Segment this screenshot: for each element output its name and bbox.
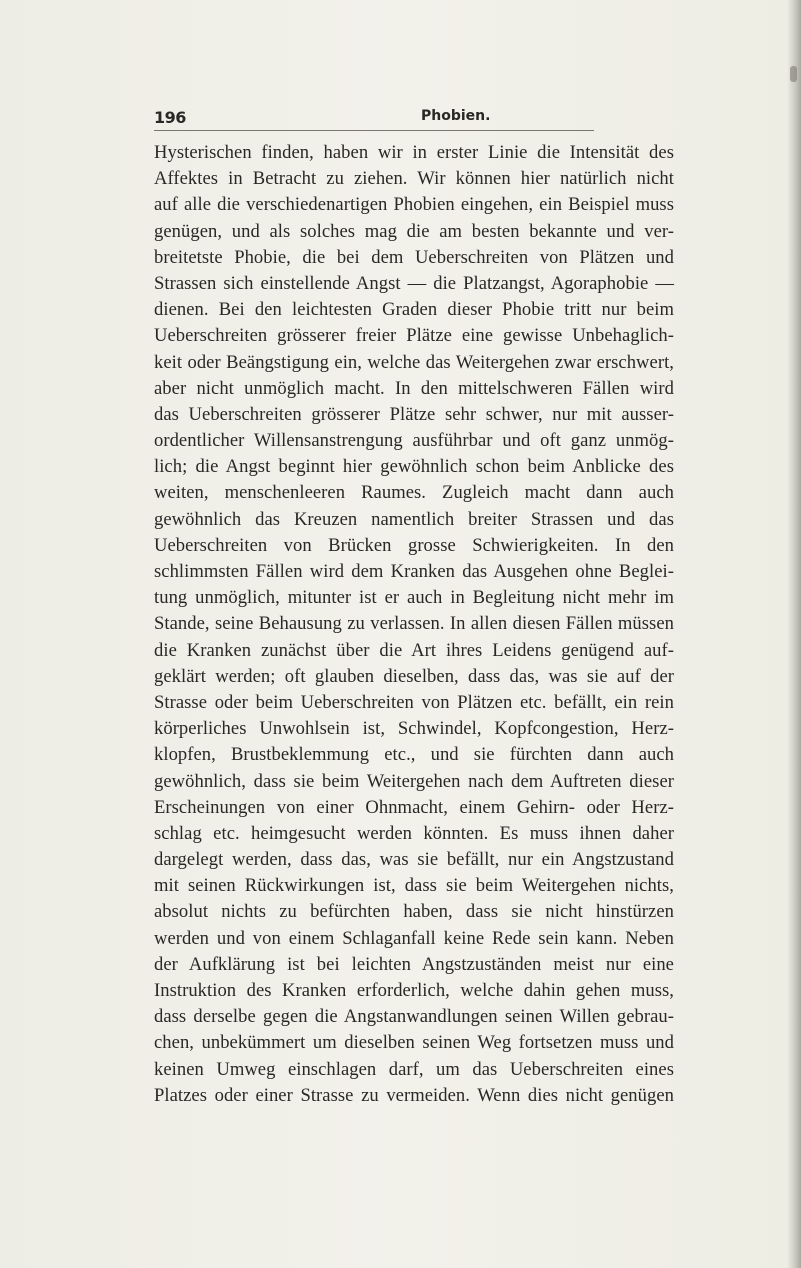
text-line: keit oder Beängstigung ein, welche das Weitergehen zwar erschwert, (154, 351, 674, 373)
text-line: klopfen, Brustbeklemmung etc., und sie fürchten dann auch (154, 744, 674, 766)
text-line: werden und von einem Schlaganfall keine Rede sein kann. Neben (154, 927, 674, 949)
text-line: Affektes in Betracht zu ziehen. Wir können hier natürlich nicht (154, 168, 674, 190)
text-line: Platzes oder einer Strasse zu vermeiden. Wenn dies nicht genügen (154, 1084, 674, 1106)
page-number: 196 (154, 108, 186, 127)
text-line: Strassen sich einstellende Angst — die Platzangst, Agoraphobie — (154, 272, 674, 294)
text-line: körperliches Unwohlsein ist, Schwindel, Kopfcongestion, Herz- (154, 718, 674, 740)
running-head (154, 108, 652, 132)
text-line: Strasse oder beim Ueberschreiten von Plätzen etc. befällt, ein rein (154, 691, 674, 713)
page-mark (790, 66, 797, 82)
text-line: chen, unbekümmert um dieselben seinen Weg fortsetzen muss und (154, 1032, 674, 1054)
text-line: dass derselbe gegen die Angstanwandlungen seinen Willen gebrau- (154, 1006, 674, 1028)
text-line: das Ueberschreiten grösserer Plätze sehr schwer, nur mit ausser- (154, 403, 674, 425)
text-line: Ueberschreiten von Brücken grosse Schwierigkeiten. In den (154, 534, 674, 556)
text-line: Ueberschreiten grösserer freier Plätze eine gewisse Unbehaglich- (154, 325, 674, 347)
text-line: Stande, seine Behausung zu verlassen. In allen diesen Fällen müssen (154, 613, 674, 635)
header-rule (154, 130, 594, 131)
text-line: auf alle die verschiedenartigen Phobien eingehen, ein Beispiel muss (154, 194, 674, 216)
text-line: die Kranken zunächst über die Art ihres Leidens genügend auf- (154, 639, 674, 661)
text-line: gewöhnlich, dass sie beim Weitergehen nach dem Auftreten dieser (154, 770, 674, 792)
text-line: der Aufklärung ist bei leichten Angstzuständen meist nur eine (154, 953, 674, 975)
text-line: schlimmsten Fällen wird dem Kranken das Ausgehen ohne Beglei- (154, 561, 674, 582)
text-line: Hysterischen finden, haben wir in erster Linie die Intensität des (154, 142, 674, 163)
text-line: breitetste Phobie, die bei dem Ueberschreiten von Plätzen und (154, 246, 674, 268)
text-line: geklärt werden; oft glauben dieselben, dass das, was sie auf der (154, 665, 674, 687)
text-line: lich; die Angst beginnt hier gewöhnlich schon beim Anblicke des (154, 456, 674, 478)
text-line: Instruktion des Kranken erforderlich, welche dahin gehen muss, (154, 980, 674, 1001)
text-line: aber nicht unmöglich macht. In den mittelschweren Fällen wird (154, 377, 674, 399)
text-line: absolut nichts zu befürchten haben, dass sie nicht hinstürzen (154, 901, 674, 923)
page-edge-shadow (787, 0, 801, 1268)
text-line: Erscheinungen von einer Ohnmacht, einem Gehirn- oder Herz- (154, 796, 674, 818)
body-text (154, 140, 674, 1109)
text-line: mit seinen Rückwirkungen ist, dass sie beim Weitergehen nichts, (154, 875, 674, 897)
text-line: weiten, menschenleeren Raumes. Zugleich macht dann auch (154, 482, 674, 504)
text-line: dienen. Bei den leichtesten Graden dieser Phobie tritt nur beim (154, 299, 674, 321)
running-title: Phobien. (421, 108, 491, 124)
text-line: tung unmöglich, mitunter ist er auch in Begleitung nicht mehr im (154, 587, 674, 609)
text-line: gewöhnlich das Kreuzen namentlich breiter Strassen und das (154, 508, 674, 530)
text-line: dargelegt werden, dass das, was sie befällt, nur ein Angstzustand (154, 849, 674, 871)
text-line: ordentlicher Willensanstrengung ausführbar und oft ganz unmög- (154, 430, 674, 452)
text-line: genügen, und als solches mag die am besten bekannte und ver- (154, 220, 674, 242)
text-line: schlag etc. heimgesucht werden könnten. Es muss ihnen daher (154, 822, 674, 844)
text-line: keinen Umweg einschlagen darf, um das Ueberschreiten eines (154, 1058, 674, 1080)
